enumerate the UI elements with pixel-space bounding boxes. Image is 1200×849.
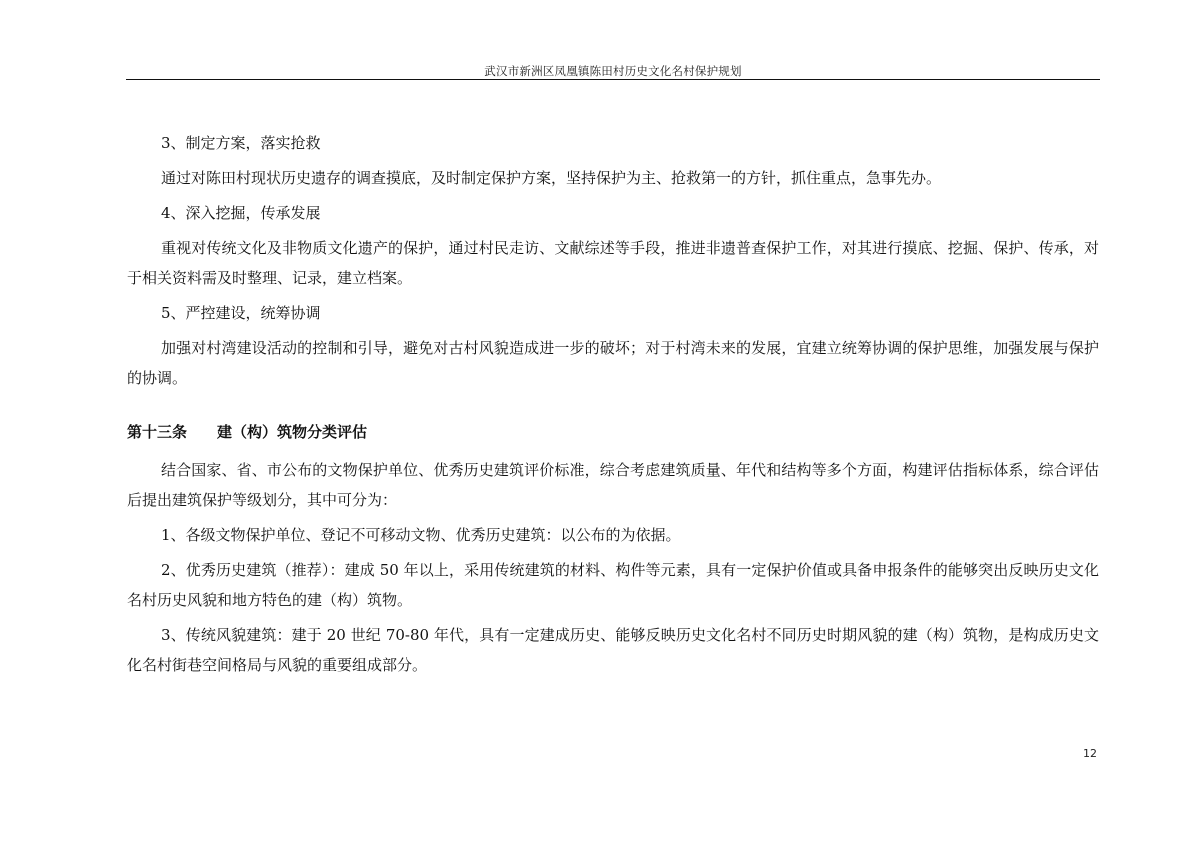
- body-paragraph: 重视对传统文化及非物质文化遗产的保护，通过村民走访、文献综述等手段，推进非遗普查保护工作，对其进行摸底、挖掘、保护、传承，对于相关资料需及时整理、记录，建立档案。: [127, 239, 1099, 287]
- page-number: 12: [1083, 747, 1097, 760]
- article-title: 建（构）筑物分类评估: [217, 423, 368, 441]
- page-body: [127, 128, 1099, 685]
- section-item-heading: 3、制定方案，落实抢救: [161, 134, 321, 152]
- page-header-title: 武汉市新洲区凤凰镇陈田村历史文化名村保护规划: [484, 64, 742, 78]
- body-paragraph: 结合国家、省、市公布的文物保护单位、优秀历史建筑评价标准，综合考虑建筑质量、年代和结构等多个方面，构建评估指标体系，综合评估后提出建筑保护等级划分，其中可分为：: [127, 461, 1099, 509]
- list-item: 2、优秀历史建筑（推荐）：建成 50 年以上，采用传统建筑的材料、构件等元素，具有一定保护价值或具备申报条件的能够突出反映历史文化名村历史风貌和地方特色的建（构）筑物。: [127, 561, 1099, 609]
- list-item: 3、传统风貌建筑：建于 20 世纪 70-80 年代，具有一定建成历史、能够反映历史文化名村不同历史时期风貌的建（构）筑物，是构成历史文化名村街巷空间格局与风貌的重要组成部分。: [127, 626, 1099, 674]
- header-divider: [126, 79, 1100, 80]
- section-item-heading: 4、深入挖掘，传承发展: [161, 204, 321, 222]
- section-item-heading: 5、严控建设，统筹协调: [161, 304, 321, 322]
- article-number: 第十三条: [127, 423, 188, 441]
- list-item: 1、各级文物保护单位、登记不可移动文物、优秀历史建筑：以公布的为依据。: [161, 526, 681, 544]
- article-heading: [127, 417, 1099, 447]
- body-paragraph: 通过对陈田村现状历史遗存的调查摸底，及时制定保护方案，坚持保护为主、抢救第一的方针，抓住重点，急事先办。: [161, 169, 942, 187]
- body-paragraph: 加强对村湾建设活动的控制和引导，避免对古村风貌造成进一步的破坏；对于村湾未来的发展，宜建立统筹协调的保护思维，加强发展与保护的协调。: [127, 339, 1099, 387]
